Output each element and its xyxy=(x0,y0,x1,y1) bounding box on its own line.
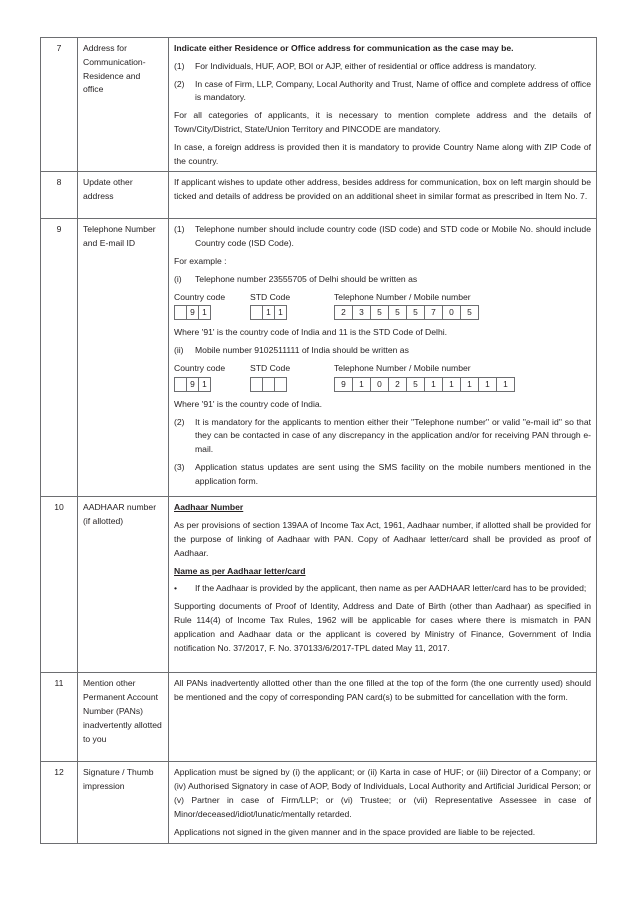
paragraph: If applicant wishes to update other address, besides address for communication, box on left margin should be ticked and details of address be provided on an additional sheet in similar format as prescribed in Item No. 7. xyxy=(174,177,591,202)
digit-box: 1 xyxy=(478,377,497,392)
item-number: 9 xyxy=(41,219,78,497)
paragraph: As per provisions of section 139AA of Income Tax Act, 1961, Aadhaar number, if allotted shall be provided for the purpose of linking of Aadhaar with PAN. Copy of Aadhaar letter/card shall be provided as proof of Aadhaar. xyxy=(174,520,591,558)
paragraph: All PANs inadvertently allotted other than the one filled at the top of the form (the one currently used) should be mentioned and the copy of corresponding PAN card(s) to be submitted for cancellation with the form. xyxy=(174,678,591,703)
digit-box: 1 xyxy=(198,377,211,392)
item-description xyxy=(169,673,597,762)
std-code-boxes xyxy=(250,377,334,392)
list-item: (2) It is mandatory for the applicants to mention either their ''Telephone number'' or valid "e-mail id'' so that they can be contacted in case of any discrepancy in the application and/or for receiving PAN through e-mail. xyxy=(174,416,591,455)
phone-grid-labels xyxy=(174,291,591,305)
list-item: • If the Aadhaar is provided by the applicant, then name as per AADHAAR letter/card has to be provided; xyxy=(174,583,587,594)
digit-box: 1 xyxy=(424,377,443,392)
item-label: Telephone Number and E-mail ID xyxy=(78,219,169,497)
instructions-table xyxy=(40,37,597,844)
table-row xyxy=(41,38,597,172)
table-row xyxy=(41,673,597,762)
digit-box: 2 xyxy=(388,377,407,392)
item-label: Mention other Permanent Account Number (PANs) inadvertently allotted to you xyxy=(78,673,169,762)
table-row xyxy=(41,172,597,219)
item-description xyxy=(169,172,597,219)
digit-box: 1 xyxy=(262,305,275,320)
country-code-boxes xyxy=(174,305,250,320)
paragraph: Application must be signed by (i) the applicant; or (ii) Karta in case of HUF; or (iii) Director of a Company; or (iv) Authorised Signatory in case of AOP, Body of Individuals, Local Authority and Artificial Juridical Person; or (v) Partner in case of Firm/LLP; or (vi) Trustee; or (vii) Representative Assessee in case of Minor/deceased/idiot/lunatic/mentally retarded. xyxy=(174,767,591,819)
item-label: Address for Communication-Residence and office xyxy=(78,38,169,172)
digit-box: 5 xyxy=(406,305,425,320)
digit-box: 1 xyxy=(460,377,479,392)
item-number: 7 xyxy=(41,38,78,172)
item-number: 8 xyxy=(41,172,78,219)
paragraph: Supporting documents of Proof of Identity, Address and Date of Birth (other than Aadhaar) as specified in Rule 114(4) of Income Tax Rules, 1962 will be applicable for cases where there is mismatch in PAN application and Aadhaar data or the applicant is covered by Ministry of Finance, Government of India notification No. 37/2017, F. No. 370133/6/2017-TPL dated May 11, 2017. xyxy=(174,601,591,653)
digit-box: 9 xyxy=(186,305,199,320)
digit-box: 2 xyxy=(334,305,353,320)
list-item: (ii) Mobile number 9102511111 of India should be written as xyxy=(174,345,409,356)
telephone-number-label: Telephone Number / Mobile number xyxy=(334,291,471,302)
digit-box: 1 xyxy=(352,377,371,392)
digit-box: 5 xyxy=(388,305,407,320)
country-code-label: Country code xyxy=(174,291,226,302)
item-number: 11 xyxy=(41,673,78,762)
item-description xyxy=(169,497,597,673)
section-heading: Name as per Aadhaar letter/card xyxy=(174,565,306,576)
paragraph: For all categories of applicants, it is necessary to mention complete address and the details of Town/City/District, State/Union Territory and PINCODE are mandatory. xyxy=(174,110,591,134)
item-label: Update other address xyxy=(78,172,169,219)
phone-grid-labels xyxy=(174,362,591,376)
telephone-number-boxes xyxy=(334,305,479,320)
phone-boxes-example-2 xyxy=(174,377,591,392)
paragraph: Applications not signed in the given manner and in the space provided are liable to be rejected. xyxy=(174,826,536,837)
item-number: 10 xyxy=(41,497,78,673)
list-item: (3) Application status updates are sent using the SMS facility on the mobile numbers mentioned in the application form. xyxy=(174,461,591,486)
country-code-label: Country code xyxy=(174,362,226,373)
digit-box: 1 xyxy=(198,305,211,320)
digit-box: 5 xyxy=(406,377,425,392)
paragraph: Where '91' is the country code of India. xyxy=(174,398,323,409)
paragraph: In case, a foreign address is provided then it is mandatory to provide Country Name along with ZIP Code of the country. xyxy=(174,141,591,166)
std-code-boxes xyxy=(250,305,334,320)
digit-box: 9 xyxy=(186,377,199,392)
digit-box: 1 xyxy=(496,377,515,392)
telephone-number-boxes xyxy=(334,377,515,392)
digit-box: 9 xyxy=(334,377,353,392)
digit-box: 0 xyxy=(442,305,461,320)
item-label: AADHAAR number (if allotted) xyxy=(78,497,169,673)
digit-box: 1 xyxy=(274,305,287,320)
item-description xyxy=(169,219,597,497)
phone-boxes-example-1 xyxy=(174,305,591,320)
item-description xyxy=(169,38,597,172)
digit-box xyxy=(274,377,287,392)
digit-box: 5 xyxy=(370,305,389,320)
table-row xyxy=(41,762,597,844)
item-label: Signature / Thumb impression xyxy=(78,762,169,844)
item-number: 12 xyxy=(41,762,78,844)
list-item: (1) For Individuals, HUF, AOP, BOI or AJP, either of residential or office address is mandatory. xyxy=(174,60,537,71)
digit-box: 1 xyxy=(442,377,461,392)
country-code-boxes xyxy=(174,377,250,392)
item-description xyxy=(169,762,597,844)
table-row xyxy=(41,497,597,673)
digit-box: 3 xyxy=(352,305,371,320)
section-heading: Indicate either Residence or Office address for communication as the case may be. xyxy=(174,43,514,53)
table-row xyxy=(41,219,597,497)
example-label: For example : xyxy=(174,255,227,266)
telephone-number-label: Telephone Number / Mobile number xyxy=(334,362,471,373)
std-code-label: STD Code xyxy=(250,362,291,373)
std-code-label: STD Code xyxy=(250,291,291,302)
digit-box: 7 xyxy=(424,305,443,320)
list-item: (1) Telephone number should include country code (ISD code) and STD code or Mobile No. should include Country code (ISD Code). xyxy=(174,224,591,249)
digit-box: 0 xyxy=(370,377,389,392)
list-item: (i) Telephone number 23555705 of Delhi should be written as xyxy=(174,273,418,284)
paragraph: Where '91' is the country code of India and 11 is the STD Code of Delhi. xyxy=(174,327,448,338)
digit-box: 5 xyxy=(460,305,479,320)
section-heading: Aadhaar Number xyxy=(174,502,244,513)
list-item: (2) In case of Firm, LLP, Company, Local Authority and Trust, Name of office and complete address of office is mandatory. xyxy=(174,78,591,103)
